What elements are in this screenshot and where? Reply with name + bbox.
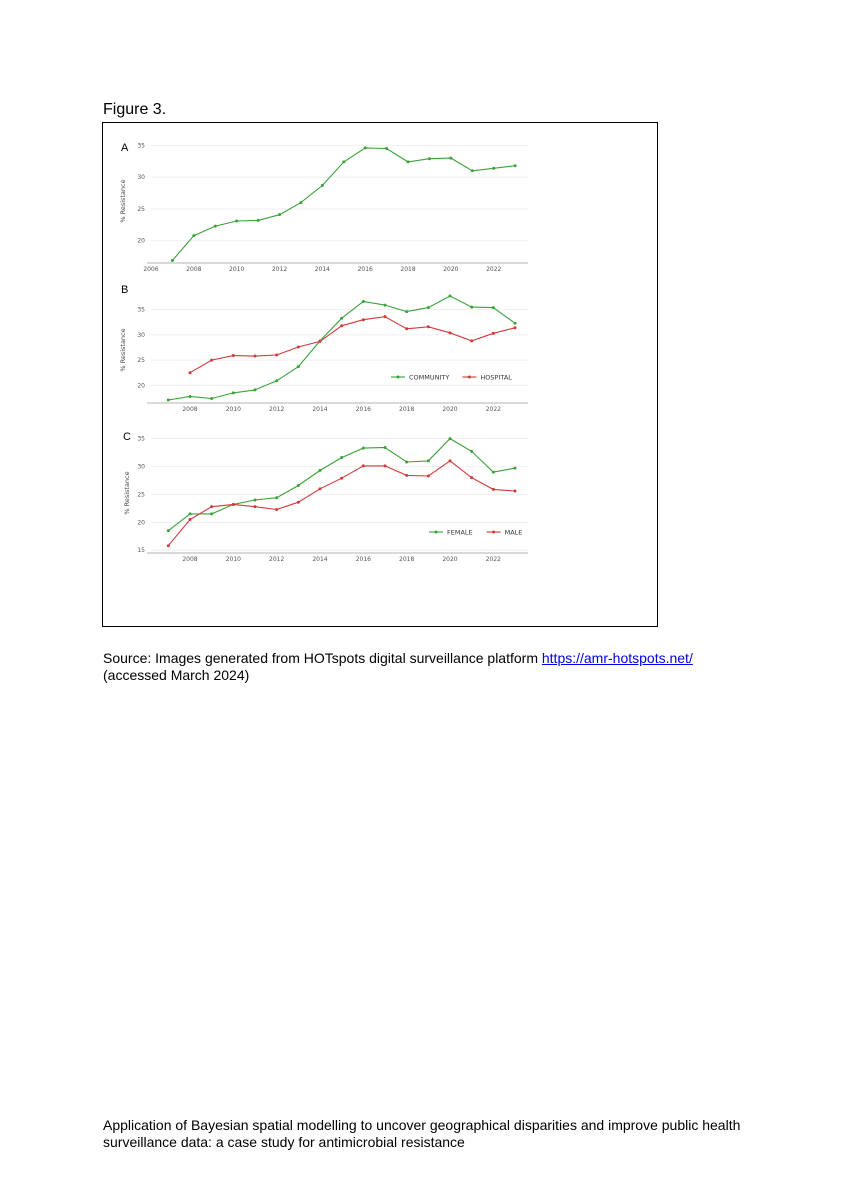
data-point: [342, 160, 345, 163]
data-point: [254, 388, 257, 391]
data-point: [278, 213, 281, 216]
data-point: [364, 146, 367, 149]
data-point: [405, 474, 408, 477]
data-point: [297, 345, 300, 348]
data-point: [405, 327, 408, 330]
x-tick-label: 2014: [312, 406, 328, 413]
chart-panel-a: [119, 142, 528, 273]
x-tick-label: 2018: [399, 556, 415, 563]
data-point: [405, 310, 408, 313]
legend-entry-female: FEMALE: [447, 528, 473, 537]
data-point: [340, 456, 343, 459]
figure-frame: [102, 122, 658, 627]
data-point: [210, 505, 213, 508]
data-point: [427, 325, 430, 328]
y-axis-label: % Resistance: [119, 179, 127, 223]
data-point: [340, 317, 343, 320]
y-tick-label: 25: [137, 205, 145, 213]
data-point: [471, 169, 474, 172]
data-point: [405, 461, 408, 464]
data-point: [514, 322, 517, 325]
y-tick-label: 35: [137, 142, 145, 150]
data-point: [449, 157, 452, 160]
x-tick-label: 2012: [269, 406, 285, 413]
data-point: [449, 331, 452, 334]
data-point: [275, 496, 278, 499]
data-point: [275, 379, 278, 382]
y-tick-label: 15: [137, 547, 145, 555]
legend-swatch-marker: [435, 531, 438, 534]
x-tick-label: 2012: [271, 266, 288, 273]
x-tick-label: 2010: [225, 406, 241, 413]
data-point: [254, 505, 257, 508]
data-point: [492, 167, 495, 170]
figure-title: Figure 3.: [103, 101, 167, 118]
data-point: [189, 395, 192, 398]
data-point: [254, 355, 257, 358]
data-point: [362, 318, 365, 321]
data-point: [427, 459, 430, 462]
data-point: [514, 326, 517, 329]
data-point: [235, 220, 238, 223]
data-point: [189, 371, 192, 374]
x-tick-label: 2022: [486, 266, 502, 273]
data-point: [297, 365, 300, 368]
data-point: [319, 340, 322, 343]
series-line-community: [168, 296, 515, 400]
data-point: [384, 315, 387, 318]
data-point: [167, 544, 170, 547]
data-point: [492, 306, 495, 309]
source-accessed: (accessed March 2024): [103, 667, 250, 683]
data-point: [384, 446, 387, 449]
y-tick-label: 20: [137, 519, 145, 527]
data-point: [428, 157, 431, 160]
data-point: [275, 508, 278, 511]
x-tick-label: 2022: [485, 556, 501, 563]
data-point: [470, 450, 473, 453]
data-point: [492, 488, 495, 491]
x-tick-label: 2016: [355, 406, 371, 413]
data-point: [470, 476, 473, 479]
figure-charts: [103, 123, 659, 628]
x-tick-label: 2020: [443, 266, 459, 273]
y-tick-label: 35: [137, 306, 145, 314]
data-point: [321, 184, 324, 187]
y-tick-label: 30: [137, 174, 145, 182]
y-axis-label: % Resistance: [123, 471, 131, 515]
data-point: [427, 474, 430, 477]
data-point: [470, 306, 473, 309]
x-tick-label: 2012: [269, 556, 285, 563]
y-tick-label: 20: [137, 237, 145, 245]
legend-swatch-marker: [492, 531, 495, 534]
x-tick-label: 2014: [312, 556, 328, 563]
x-tick-label: 2016: [357, 266, 373, 273]
data-point: [214, 225, 217, 228]
data-point: [449, 459, 452, 462]
chart-panel-c: [123, 431, 528, 563]
series-line-female: [168, 439, 515, 531]
y-axis-label: % Resistance: [119, 328, 127, 372]
panel-label: A: [121, 142, 129, 154]
data-point: [319, 487, 322, 490]
data-point: [407, 160, 410, 163]
data-point: [189, 518, 192, 521]
data-point: [514, 164, 517, 167]
data-point: [232, 354, 235, 357]
x-tick-label: 2020: [442, 406, 458, 413]
x-tick-label: 2008: [186, 266, 202, 273]
x-tick-label: 2014: [314, 266, 331, 273]
data-point: [232, 391, 235, 394]
series-line-resistance: [172, 148, 515, 261]
data-point: [492, 471, 495, 474]
data-point: [299, 201, 302, 204]
series-line-hospital: [190, 317, 515, 373]
x-tick-label: 2010: [229, 266, 245, 273]
x-tick-label: 2008: [182, 406, 198, 413]
data-point: [384, 464, 387, 467]
data-point: [232, 503, 235, 506]
data-point: [427, 306, 430, 309]
x-tick-label: 2018: [399, 406, 415, 413]
x-tick-label: 2018: [400, 266, 416, 273]
data-point: [492, 332, 495, 335]
chart-panel-b: [119, 284, 528, 413]
data-point: [210, 397, 213, 400]
data-point: [167, 529, 170, 532]
source-note: [103, 650, 743, 684]
data-point: [275, 354, 278, 357]
y-tick-label: 25: [137, 491, 145, 499]
data-point: [210, 359, 213, 362]
data-point: [340, 324, 343, 327]
data-point: [514, 467, 517, 470]
page-footer-title: Application of Bayesian spatial modelling to uncover geographical disparities and improve public health surveillance data: a case study for antimicrobial resistance: [103, 1117, 741, 1150]
source-prefix: Source: Images generated from HOTspots digital surveillance platform: [103, 650, 542, 666]
source-link[interactable]: https://amr-hotspots.net/: [541, 650, 693, 666]
data-point: [385, 147, 388, 150]
legend-entry-community: COMMUNITY: [409, 373, 450, 382]
data-point: [362, 447, 365, 450]
y-tick-label: 30: [137, 331, 145, 339]
data-point: [257, 219, 260, 222]
data-point: [189, 512, 192, 515]
data-point: [470, 339, 473, 342]
legend-swatch-marker: [397, 376, 400, 379]
y-tick-label: 25: [137, 357, 145, 365]
data-point: [210, 512, 213, 515]
data-point: [449, 294, 452, 297]
panel-label: C: [123, 431, 131, 443]
x-tick-label: 2006: [143, 266, 159, 273]
data-point: [362, 464, 365, 467]
y-tick-label: 20: [137, 382, 145, 390]
data-point: [514, 490, 517, 493]
data-point: [167, 398, 170, 401]
panel-label: B: [121, 284, 129, 296]
x-tick-label: 2008: [182, 556, 198, 563]
x-tick-label: 2010: [225, 556, 241, 563]
x-tick-label: 2020: [442, 556, 458, 563]
legend-swatch-marker: [468, 376, 471, 379]
data-point: [340, 477, 343, 480]
data-point: [297, 484, 300, 487]
y-tick-label: 35: [137, 435, 145, 443]
data-point: [171, 259, 174, 262]
x-tick-label: 2016: [355, 556, 371, 563]
x-tick-label: 2022: [485, 406, 501, 413]
legend-entry-male: MALE: [504, 528, 523, 537]
legend-entry-hospital: HOSPITAL: [480, 373, 512, 382]
data-point: [449, 437, 452, 440]
data-point: [384, 304, 387, 307]
y-tick-label: 30: [137, 463, 145, 471]
data-point: [297, 501, 300, 504]
data-point: [192, 234, 195, 237]
data-point: [254, 498, 257, 501]
data-point: [319, 469, 322, 472]
data-point: [362, 300, 365, 303]
